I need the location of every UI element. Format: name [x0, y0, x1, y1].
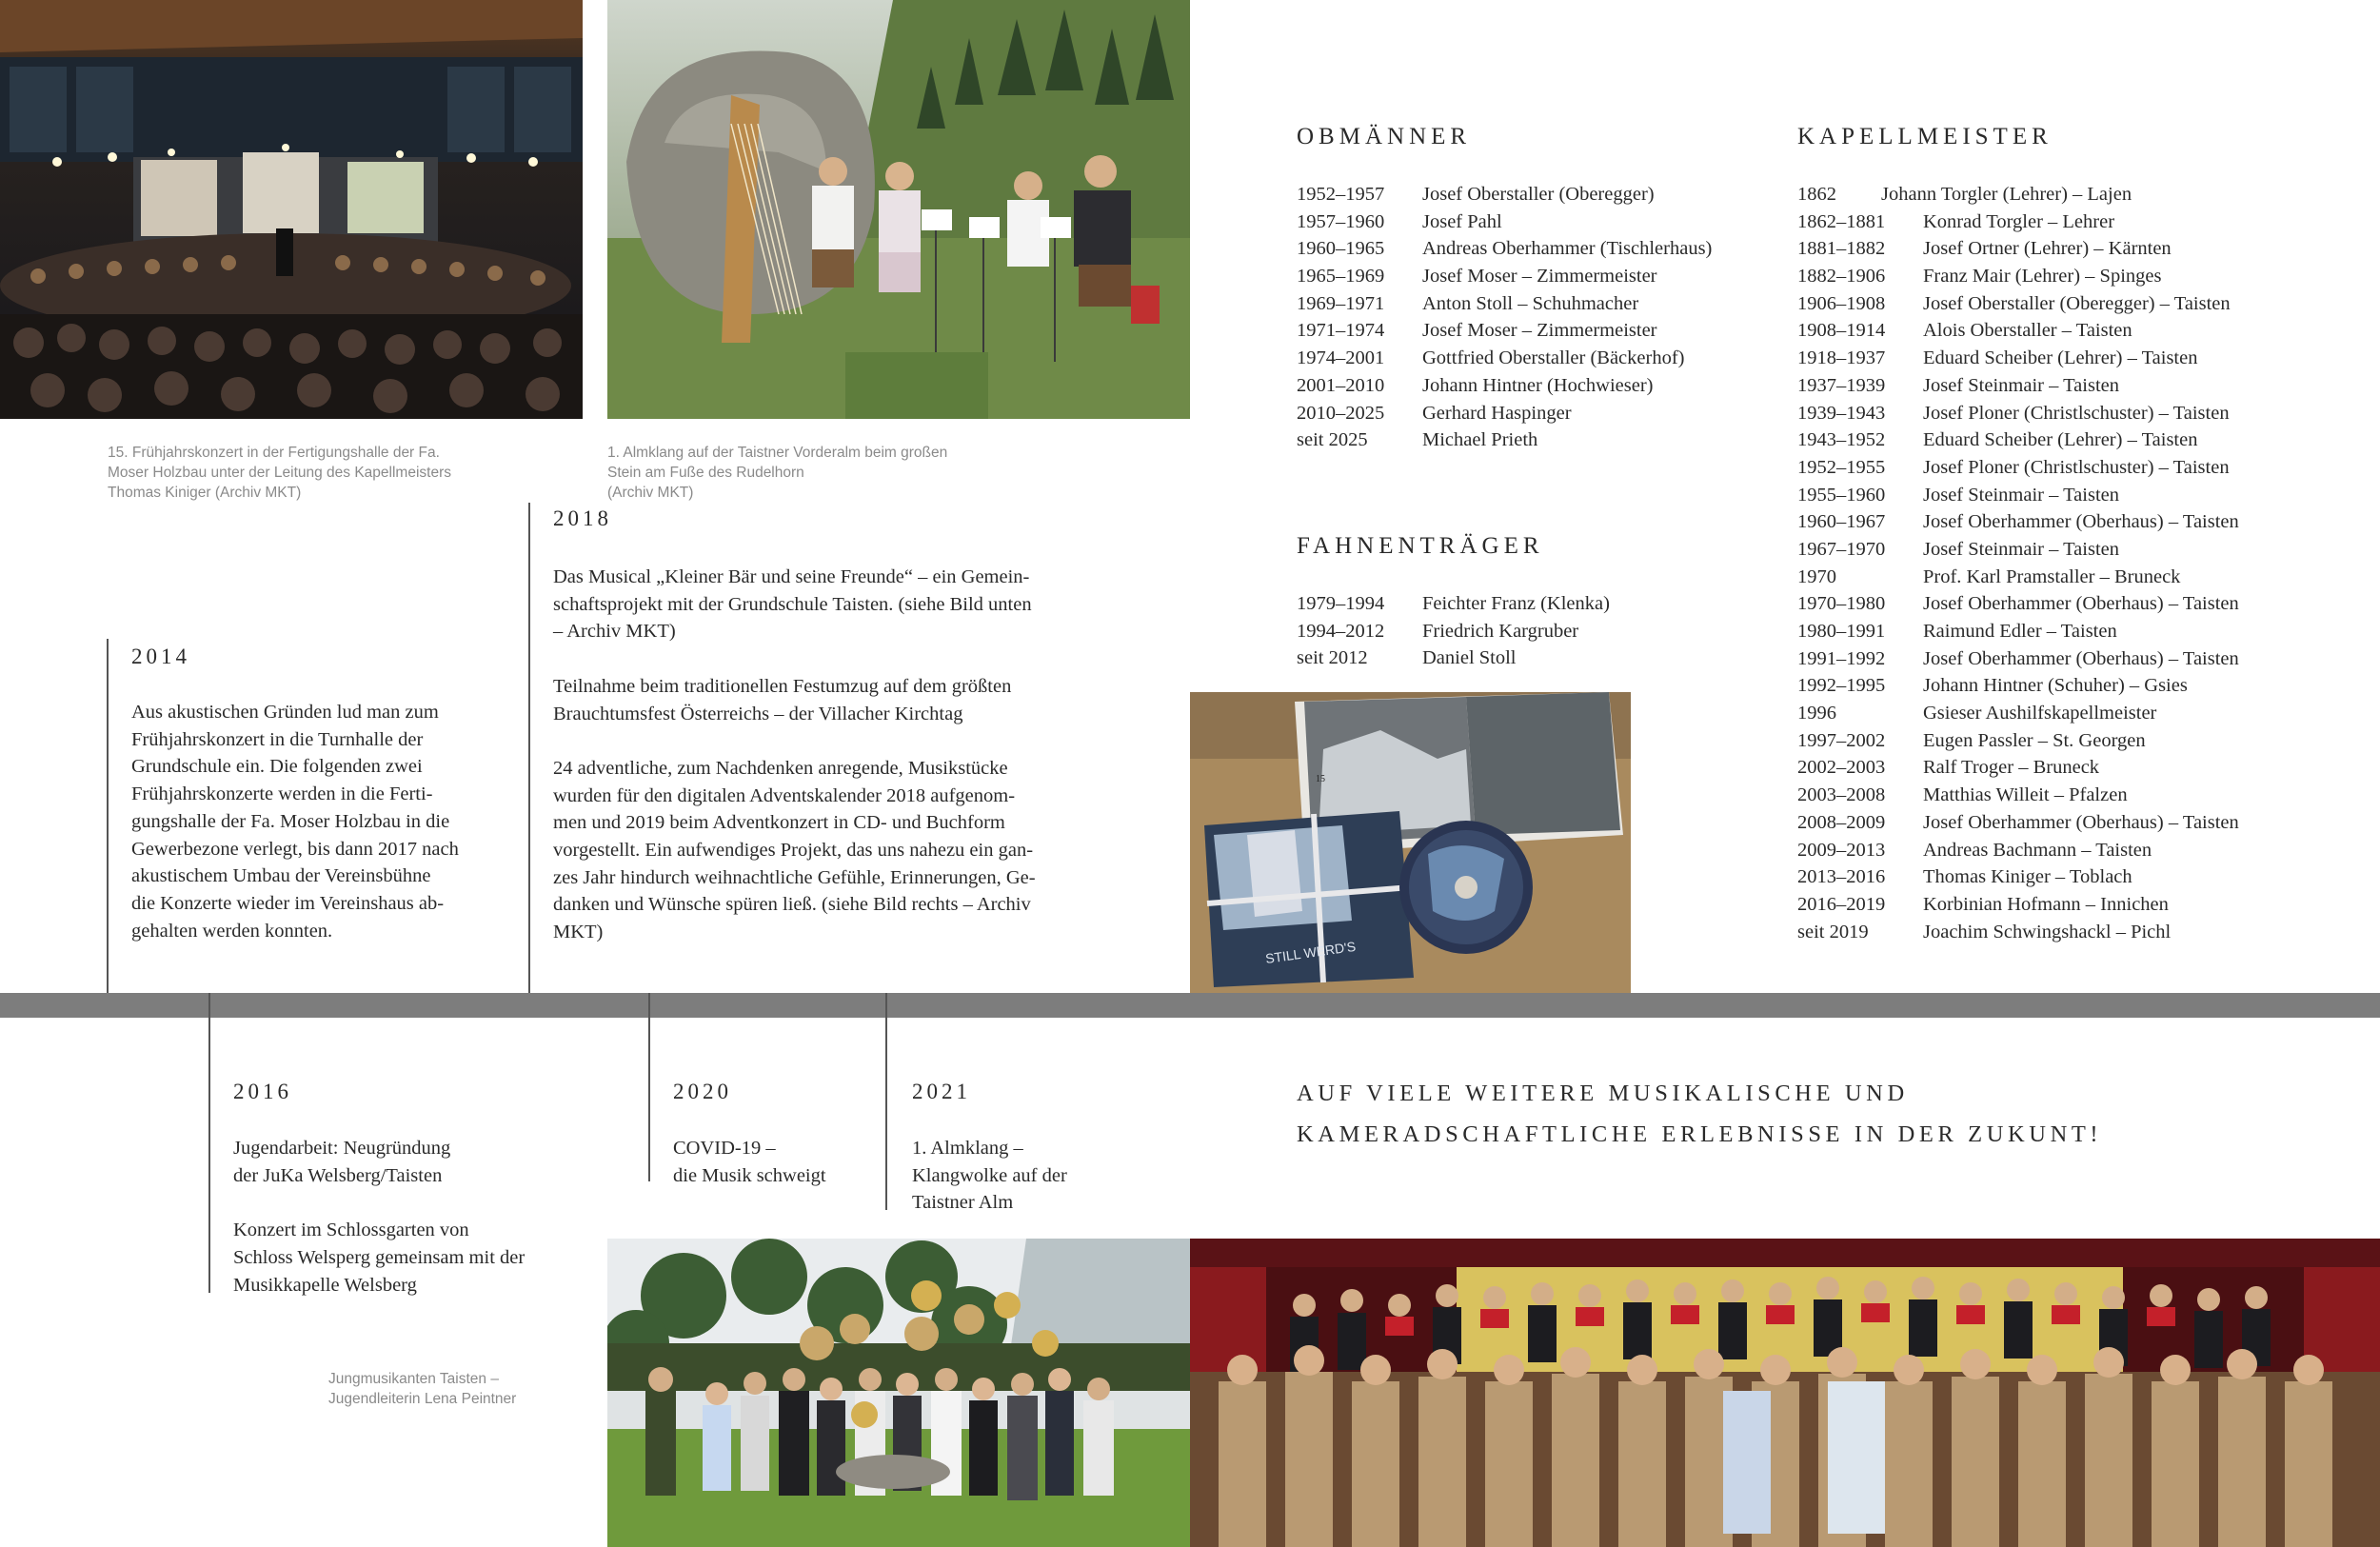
- kapellmeister-name: Gsieser Aushilfskapellmeister: [1923, 703, 2157, 724]
- kapellmeister-years: 1970–1980: [1797, 593, 1886, 615]
- obmaenner-list: [1297, 181, 1735, 454]
- fahnentraeger-name: Daniel Stoll: [1422, 647, 1517, 669]
- concert-photo: [0, 0, 583, 419]
- kapellmeister-years: 1952–1955: [1797, 456, 1886, 478]
- obmann-name: Johann Hintner (Hochwieser): [1422, 374, 1654, 396]
- kapellmeister-row: [1797, 590, 2369, 618]
- kapellmeister-list: [1797, 181, 2369, 945]
- kapellmeister-name: Konrad Torgler – Lehrer: [1923, 210, 2115, 232]
- kapellmeister-years: 1881–1882: [1797, 238, 1886, 260]
- kapellmeister-row: [1797, 372, 2369, 400]
- kapellmeister-years: 2009–2013: [1797, 839, 1886, 861]
- almklang-photo: [607, 0, 1190, 419]
- kapellmeister-years: seit 2019: [1797, 921, 1869, 942]
- kapellmeister-name: Eduard Scheiber (Lehrer) – Taisten: [1923, 347, 2198, 369]
- kapellmeister-row: [1797, 837, 2369, 864]
- obmann-years: 1965–1969: [1297, 266, 1385, 288]
- kapellmeister-years: 1937–1939: [1797, 374, 1886, 396]
- kapellmeister-name: Josef Steinmair – Taisten: [1923, 374, 2120, 396]
- obmann-row: [1297, 235, 1735, 263]
- obmaenner-heading: OBMÄNNER: [1297, 124, 1472, 149]
- text-2014: Aus akustischen Gründen lud man zum Frühjahrskonzert in die Turnhalle der Grundschule ein. Die folgenden zwei Frühjahrskonzerte werden in die Ferti- gungshalle der Fa. Moser Holzbau in die Gewerbezone verlegt, bis dann 2017 nach akustischem Umbau der Vereinsbühne die Konzerte wieder im Vereinshaus ab- gehalten werden konnten.: [131, 702, 459, 942]
- kapellmeister-name: Prof. Karl Pramstaller – Bruneck: [1923, 565, 2181, 587]
- fahnentraeger-list: [1297, 590, 1735, 672]
- kapellmeister-name: Josef Oberhammer (Oberhaus) – Taisten: [1923, 511, 2239, 533]
- obmann-row: [1297, 426, 1735, 454]
- kapellmeister-name: Franz Mair (Lehrer) – Spinges: [1923, 266, 2162, 288]
- kapellmeister-years: 1906–1908: [1797, 292, 1886, 314]
- closing-message: [1297, 1073, 2363, 1155]
- kapellmeister-years: 1862–1881: [1797, 210, 1886, 232]
- fahnentraeger-years: seit 2012: [1297, 647, 1368, 669]
- kapellmeister-years: 1918–1937: [1797, 347, 1886, 369]
- fahnentraeger-name: Friedrich Kargruber: [1422, 620, 1579, 642]
- kapellmeister-row: [1797, 919, 2369, 946]
- kapellmeister-years: 1955–1960: [1797, 484, 1886, 506]
- kapellmeister-row: [1797, 727, 2369, 755]
- kapellmeister-row: [1797, 482, 2369, 509]
- kapellmeister-years: 2003–2008: [1797, 784, 1886, 806]
- obmann-name: Josef Oberstaller (Oberegger): [1422, 184, 1655, 205]
- year-2016: 2016: [233, 1080, 292, 1103]
- year-2018: 2018: [553, 506, 612, 530]
- youth-photo: [607, 1239, 1190, 1547]
- obmann-years: seit 2025: [1297, 429, 1368, 451]
- obmann-years: 2001–2010: [1297, 374, 1385, 396]
- kapellmeister-name: Andreas Bachmann – Taisten: [1923, 839, 2152, 861]
- kapellmeister-row: [1797, 317, 2369, 345]
- year-2020: 2020: [673, 1080, 732, 1103]
- almklang-photo-caption: 1. Almklang auf der Taistner Vorderalm beim großen Stein am Fuße des Rudelhorn (Archiv MKT): [607, 445, 948, 501]
- timeline-line-2021: [885, 993, 887, 1210]
- kapellmeister-row: [1797, 809, 2369, 837]
- kapellmeister-name: Josef Oberhammer (Oberhaus) – Taisten: [1923, 647, 2239, 669]
- kapellmeister-name: Johann Hintner (Schuher) – Gsies: [1923, 675, 2188, 697]
- kapellmeister-years: 1980–1991: [1797, 621, 1886, 642]
- kapellmeister-years: 2002–2003: [1797, 757, 1886, 779]
- obmann-name: Josef Moser – Zimmermeister: [1422, 320, 1657, 342]
- kapellmeister-years: 1996: [1797, 703, 1836, 724]
- kapellmeister-name: Alois Oberstaller – Taisten: [1923, 320, 2132, 342]
- kapellmeister-years: 1943–1952: [1797, 429, 1886, 451]
- kapellmeister-heading: KAPELLMEISTER: [1797, 124, 2053, 149]
- kapellmeister-row: [1797, 782, 2369, 809]
- kapellmeister-row: [1797, 754, 2369, 782]
- fahnentraeger-name: Feichter Franz (Klenka): [1422, 593, 1610, 614]
- fahnentraeger-years: 1979–1994: [1297, 593, 1385, 614]
- closing-line-1: AUF VIELE WEITERE MUSIKALISCHE UND: [1297, 1081, 1909, 1106]
- kapellmeister-row: [1797, 536, 2369, 564]
- kapellmeister-row: [1797, 891, 2369, 919]
- fahnentraeger-row: [1297, 645, 1735, 672]
- timeline-line-2016: [208, 993, 210, 1293]
- fahnentraeger-years: 1994–2012: [1297, 620, 1385, 642]
- obmann-row: [1297, 400, 1735, 427]
- kapellmeister-name: Josef Steinmair – Taisten: [1923, 538, 2120, 560]
- year-2014: 2014: [131, 645, 190, 668]
- obmann-row: [1297, 290, 1735, 318]
- obmann-years: 1974–2001: [1297, 347, 1385, 369]
- text-2018: Das Musical „Kleiner Bär und seine Freunde“ – ein Gemein- schaftsprojekt mit der Grundschule Taisten. (siehe Bild unten – Archiv MKT) Teilnahme beim traditionellen Festumzug auf dem größten Brauchtumsfest Österreichs – der Villacher Kirchtag 24 adventliche, zum Nachdenken anregende, Musikstücke wurden für den digitalen Adventskalender 2018 aufgenom- men und 2019 beim Adventkonzert in CD- und Buchform vorgestellt. Ein aufwendiges Projekt, das uns nahezu ein gan- zes Jahr hindurch weihnachtliche Gefühle, Erinnerungen, Ge- danken und Wünsche spüren ließ. (siehe Bild rechts – Archiv MKT): [553, 566, 1036, 943]
- text-2021: 1. Almklang – Klangwolke auf der Taistner Alm: [912, 1138, 1067, 1214]
- obmann-years: 2010–2025: [1297, 402, 1385, 424]
- kapellmeister-years: 2008–2009: [1797, 811, 1886, 833]
- kapellmeister-row: [1797, 863, 2369, 891]
- kapellmeister-first-year: 1862: [1797, 184, 1836, 205]
- kapellmeister-name: Matthias Willeit – Pfalzen: [1923, 784, 2128, 806]
- kapellmeister-name: Eduard Scheiber (Lehrer) – Taisten: [1923, 429, 2198, 451]
- kapellmeister-row: [1797, 454, 2369, 482]
- kapellmeister-years: 2013–2016: [1797, 866, 1886, 888]
- fahnentraeger-heading: FAHNENTRÄGER: [1297, 533, 1544, 559]
- obmann-name: Anton Stoll – Schuhmacher: [1422, 292, 1639, 314]
- kapellmeister-years: 1908–1914: [1797, 320, 1886, 342]
- obmann-years: 1971–1974: [1297, 320, 1385, 342]
- kapellmeister-years: 1960–1967: [1797, 511, 1886, 533]
- kapellmeister-name: Joachim Schwingshackl – Pichl: [1923, 921, 2172, 942]
- kapellmeister-row: [1797, 700, 2369, 727]
- text-2020: COVID-19 – die Musik schweigt: [673, 1138, 826, 1186]
- obmann-row: [1297, 263, 1735, 290]
- kapellmeister-years: 1997–2002: [1797, 729, 1886, 751]
- kapellmeister-years: 1992–1995: [1797, 675, 1886, 697]
- fahnentraeger-row: [1297, 590, 1735, 618]
- obmann-years: 1952–1957: [1297, 184, 1385, 205]
- obmann-name: Andreas Oberhammer (Tischlerhaus): [1422, 238, 1713, 260]
- year-2021: 2021: [912, 1080, 971, 1103]
- kapellmeister-name: Josef Oberstaller (Oberegger) – Taisten: [1923, 292, 2231, 314]
- kapellmeister-name: Josef Steinmair – Taisten: [1923, 484, 2120, 506]
- kapellmeister-first-name: Johann Torgler (Lehrer) – Lajen: [1881, 184, 2132, 205]
- obmann-row: [1297, 181, 1735, 208]
- kapellmeister-name: Josef Oberhammer (Oberhaus) – Taisten: [1923, 811, 2239, 833]
- kapellmeister-name: Josef Ortner (Lehrer) – Kärnten: [1923, 238, 2172, 260]
- obmann-years: 1960–1965: [1297, 238, 1385, 260]
- kapellmeister-row: [1797, 263, 2369, 290]
- kapellmeister-row: [1797, 508, 2369, 536]
- kapellmeister-row: [1797, 235, 2369, 263]
- obmann-name: Josef Moser – Zimmermeister: [1422, 266, 1657, 288]
- kapellmeister-row: [1797, 345, 2369, 372]
- kapellmeister-name: Korbinian Hofmann – Innichen: [1923, 893, 2169, 915]
- kapellmeister-row: [1797, 400, 2369, 427]
- kapellmeister-row: [1797, 672, 2369, 700]
- timeline-line-2020: [648, 993, 650, 1181]
- obmann-years: 1969–1971: [1297, 292, 1385, 314]
- kapellmeister-years: 2016–2019: [1797, 893, 1886, 915]
- obmann-name: Gerhard Haspinger: [1422, 402, 1572, 424]
- kapellmeister-name: Raimund Edler – Taisten: [1923, 621, 2117, 642]
- kapellmeister-row: [1797, 290, 2369, 318]
- timeline-band: [0, 993, 2380, 1018]
- kapellmeister-name: Josef Oberhammer (Oberhaus) – Taisten: [1923, 593, 2239, 615]
- kapellmeister-row: [1797, 564, 2369, 591]
- kapellmeister-row: [1797, 426, 2369, 454]
- obmann-row: [1297, 345, 1735, 372]
- kapellmeister-name: Eugen Passler – St. Georgen: [1923, 729, 2146, 751]
- musical-group-photo: [1190, 1239, 2380, 1547]
- kapellmeister-name: Josef Ploner (Christlschuster) – Taisten: [1923, 402, 2230, 424]
- kapellmeister-name: Thomas Kiniger – Toblach: [1923, 866, 2132, 888]
- kapellmeister-row: [1797, 645, 2369, 673]
- kapellmeister-years: 1970: [1797, 565, 1836, 587]
- obmann-row: [1297, 317, 1735, 345]
- text-2016: Jugendarbeit: Neugründung der JuKa Welsberg/Taisten Konzert im Schlossgarten von Schloss Welsperg gemeinsam mit der Musikkapelle Welsberg: [233, 1138, 526, 1296]
- obmann-row: [1297, 208, 1735, 236]
- book-cd-photo: [1190, 692, 1631, 993]
- youth-photo-caption: Jungmusikanten Taisten – Jugendleiterin Lena Peintner: [328, 1371, 517, 1407]
- closing-line-2: KAMERADSCHAFTLICHE ERLEBNISSE IN DER ZUKUNT!: [1297, 1121, 2103, 1147]
- kapellmeister-name: Ralf Troger – Bruneck: [1923, 757, 2100, 779]
- obmann-name: Michael Prieth: [1422, 429, 1538, 451]
- kapellmeister-years: 1967–1970: [1797, 538, 1886, 560]
- obmann-name: Gottfried Oberstaller (Bäckerhof): [1422, 347, 1685, 369]
- kapellmeister-row: [1797, 208, 2369, 236]
- book-page-number: 15: [1316, 774, 1325, 784]
- obmann-row: [1297, 372, 1735, 400]
- kapellmeister-name: Josef Ploner (Christlschuster) – Taisten: [1923, 456, 2230, 478]
- book-cover-text: STILL WERD'S: [1264, 938, 1358, 966]
- kapellmeister-years: 1882–1906: [1797, 266, 1886, 288]
- obmann-years: 1957–1960: [1297, 210, 1385, 232]
- kapellmeister-first-row: [1797, 181, 2369, 208]
- kapellmeister-years: 1991–1992: [1797, 647, 1886, 669]
- kapellmeister-years: 1939–1943: [1797, 402, 1886, 424]
- concert-photo-caption: 15. Frühjahrskonzert in der Fertigungshalle der Fa. Moser Holzbau unter der Leitung des Kapellmeisters Thomas Kiniger (Archiv MKT): [108, 445, 451, 501]
- timeline-line-2014: [107, 639, 109, 1018]
- fahnentraeger-row: [1297, 618, 1735, 645]
- kapellmeister-row: [1797, 618, 2369, 645]
- obmann-name: Josef Pahl: [1422, 210, 1502, 232]
